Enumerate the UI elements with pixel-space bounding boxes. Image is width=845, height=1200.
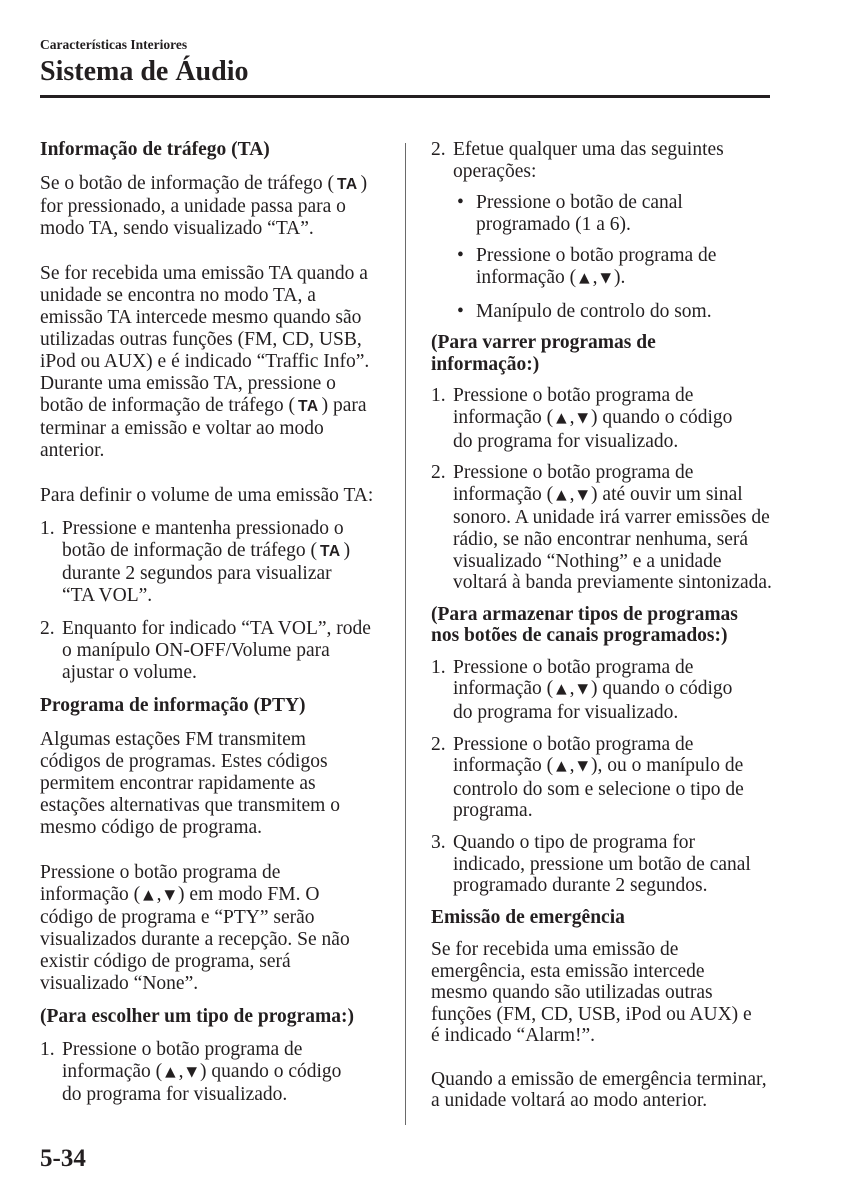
- text-line: a unidade voltará ao modo anterior.: [431, 1090, 708, 1112]
- numbered-item: [431, 734, 776, 822]
- item-number: 2.: [431, 462, 446, 484]
- text-line: voltará à banda previamente sintonizada.: [453, 572, 772, 594]
- text-line: (Para escolher um tipo de programa:): [40, 1006, 354, 1027]
- title-rule: [40, 95, 770, 98]
- text-segment: botão de informação de tráfego (: [62, 540, 318, 561]
- text-segment: ,: [156, 884, 162, 905]
- text-segment: informação (: [40, 884, 141, 905]
- bullet-item: [431, 245, 776, 290]
- text-segment: ): [343, 540, 351, 561]
- column-divider: [405, 143, 406, 1125]
- text-line: “TA VOL”.: [62, 585, 153, 606]
- text-line: estações alternativas que transmitem o: [40, 795, 340, 816]
- bullet-item: [431, 301, 776, 323]
- right-column: [431, 139, 776, 1112]
- text-line: Quando a emissão de emergência terminar,: [431, 1068, 767, 1090]
- text-segment: informação (: [476, 266, 577, 288]
- down-arrow-icon: ▼: [600, 269, 612, 286]
- section-heading: [40, 1006, 395, 1028]
- text-segment: ), ou o manípulo de: [591, 755, 744, 777]
- text-line: Efetue qualquer uma das seguintes: [453, 139, 724, 160]
- text-line: Emissão de emergência: [431, 906, 625, 928]
- text-segment: ,: [569, 483, 575, 505]
- up-arrow-icon: ▲: [556, 486, 567, 503]
- text-line: [453, 755, 776, 779]
- text-line: indicado, pressione um botão de canal: [453, 853, 751, 875]
- text-segment: ,: [178, 1061, 184, 1082]
- text-segment: informação (: [453, 678, 554, 700]
- text-line: sonoro. A unidade irá varrer emissões de: [453, 507, 770, 529]
- numbered-item: [431, 139, 776, 182]
- section-heading: [431, 907, 776, 929]
- paragraph: [40, 173, 395, 240]
- text-segment: ,: [569, 678, 575, 700]
- text-line: emissão TA intercede mesmo quando são: [40, 307, 362, 328]
- text-segment: ) para: [321, 395, 367, 416]
- text-line: operações:: [453, 160, 537, 182]
- text-line: [40, 173, 395, 196]
- down-arrow-icon: ▼: [186, 1064, 198, 1080]
- text-line: Pressione o botão programa de: [40, 862, 281, 883]
- text-segment: ) em modo FM. O: [178, 884, 320, 905]
- text-segment: ): [360, 173, 368, 194]
- up-arrow-icon: ▲: [556, 409, 567, 426]
- section-heading: [40, 139, 395, 161]
- item-number: 2.: [431, 139, 446, 160]
- text-line: Programa de informação (PTY): [40, 695, 306, 716]
- text-line: Pressione o botão programa de: [453, 656, 694, 678]
- text-segment: informação (: [453, 755, 554, 777]
- text-line: mesmo código de programa.: [40, 817, 263, 838]
- text-line: do programa for visualizado.: [453, 702, 679, 724]
- text-line: programado (1 a 6).: [476, 213, 631, 235]
- section-label: Características Interiores: [40, 37, 188, 52]
- bullet-item: [431, 192, 776, 235]
- text-segment: ) quando o código: [591, 406, 733, 428]
- down-arrow-icon: ▼: [577, 486, 589, 503]
- up-arrow-icon: ▲: [165, 1064, 176, 1080]
- bullet-marker: •: [457, 192, 464, 214]
- text-segment: ) quando o código: [591, 678, 733, 700]
- numbered-item: [431, 462, 776, 594]
- text-line: (Para armazenar tipos de programas: [431, 603, 738, 625]
- text-segment: ).: [614, 266, 626, 288]
- text-line: ajustar o volume.: [62, 662, 197, 683]
- text-segment: informação (: [62, 1061, 163, 1082]
- text-line: anterior.: [40, 440, 105, 461]
- section-heading: [40, 695, 395, 717]
- item-number: 1.: [431, 385, 446, 407]
- text-line: (Para varrer programas de: [431, 332, 656, 354]
- text-line: Algumas estações FM transmitem: [40, 729, 306, 750]
- text-line: [62, 1061, 395, 1084]
- left-column: [40, 139, 395, 1106]
- text-line: Informação de tráfego (TA): [40, 139, 270, 160]
- paragraph: [431, 939, 776, 1047]
- text-line: unidade se encontra no modo TA, a: [40, 285, 316, 306]
- text-line: código de programa e “PTY” serão: [40, 907, 315, 928]
- ta-button-icon: TA: [320, 543, 341, 560]
- paragraph: [431, 1069, 776, 1112]
- text-line: [476, 267, 776, 291]
- text-line: Quando o tipo de programa for: [453, 832, 696, 854]
- section-heading: [431, 604, 776, 647]
- text-line: Durante uma emissão TA, pressione o: [40, 373, 336, 394]
- text-line: Pressione o botão programa de: [62, 1039, 303, 1060]
- text-line: permitem encontrar rapidamente as: [40, 773, 316, 794]
- item-number: 2.: [40, 618, 55, 639]
- text-line: Pressione o botão programa de: [453, 385, 694, 407]
- ta-button-icon: TA: [298, 398, 319, 415]
- text-line: Pressione o botão de canal: [476, 192, 683, 214]
- text-line: mesmo quando são utilizadas outras: [431, 982, 713, 1004]
- text-line: for pressionado, a unidade passa para o: [40, 196, 346, 217]
- text-segment: botão de informação de tráfego (: [40, 395, 296, 416]
- item-number: 1.: [431, 656, 446, 678]
- paragraph: [40, 263, 395, 462]
- up-arrow-icon: ▲: [579, 269, 590, 286]
- bullet-marker: •: [457, 300, 464, 322]
- text-line: Pressione o botão programa de: [476, 245, 717, 267]
- page-title: Sistema de Áudio: [40, 56, 249, 87]
- text-line: funções (FM, CD, USB, iPod ou AUX) e: [431, 1003, 752, 1025]
- numbered-item: [431, 385, 776, 452]
- down-arrow-icon: ▼: [577, 681, 589, 698]
- item-number: 2.: [431, 733, 446, 755]
- item-number: 1.: [40, 518, 55, 539]
- text-line: programado durante 2 segundos.: [453, 875, 708, 897]
- text-segment: Se o botão de informação de tráfego (: [40, 173, 335, 194]
- text-line: é indicado “Alarm!”.: [431, 1025, 596, 1047]
- text-line: Enquanto for indicado “TA VOL”, rode: [62, 618, 371, 639]
- text-line: existir código de programa, será: [40, 951, 291, 972]
- text-line: [453, 407, 776, 431]
- section-heading: [431, 332, 776, 375]
- numbered-item: [431, 657, 776, 724]
- text-line: utilizadas outras funções (FM, CD, USB,: [40, 329, 362, 350]
- text-segment: informação (: [453, 406, 554, 428]
- paragraph: [40, 862, 395, 995]
- text-line: controlo do som e selecione o tipo de: [453, 778, 744, 800]
- text-line: do programa for visualizado.: [453, 430, 679, 452]
- text-line: códigos de programas. Estes códigos: [40, 751, 328, 772]
- ta-button-icon: TA: [337, 176, 358, 193]
- text-segment: ) até ouvir um sinal: [591, 483, 743, 505]
- numbered-item: [40, 1039, 395, 1106]
- text-line: Pressione e mantenha pressionado o: [62, 518, 344, 539]
- text-line: Pressione o botão programa de: [453, 733, 694, 755]
- text-line: iPod ou AUX) e é indicado “Traffic Info”.: [40, 351, 370, 372]
- numbered-item: [40, 618, 395, 684]
- text-line: terminar a emissão e voltar ao modo: [40, 418, 324, 439]
- text-segment: ,: [569, 755, 575, 777]
- text-line: Manípulo de controlo do som.: [476, 300, 712, 322]
- up-arrow-icon: ▲: [556, 758, 567, 775]
- text-line: informação:): [431, 353, 540, 375]
- text-line: Se for recebida uma emissão TA quando a: [40, 263, 368, 284]
- text-line: [40, 884, 395, 907]
- paragraph: [40, 729, 395, 839]
- down-arrow-icon: ▼: [577, 409, 589, 426]
- text-line: Se for recebida uma emissão de: [431, 938, 679, 960]
- paragraph: [40, 485, 395, 507]
- text-line: do programa for visualizado.: [62, 1084, 288, 1105]
- up-arrow-icon: ▲: [143, 887, 154, 903]
- text-segment: ,: [569, 406, 575, 428]
- text-line: Para definir o volume de uma emissão TA:: [40, 485, 374, 506]
- text-segment: ) quando o código: [200, 1061, 342, 1082]
- text-line: visualizado “Nothing” e a unidade: [453, 550, 722, 572]
- bullet-marker: •: [457, 245, 464, 267]
- numbered-item: [431, 832, 776, 897]
- item-number: 1.: [40, 1039, 55, 1060]
- text-line: [453, 678, 776, 702]
- numbered-item: [40, 518, 395, 607]
- text-line: Pressione o botão programa de: [453, 462, 694, 484]
- text-line: durante 2 segundos para visualizar: [62, 563, 332, 584]
- text-line: [62, 540, 395, 563]
- text-line: [453, 484, 776, 508]
- down-arrow-icon: ▼: [577, 758, 589, 775]
- text-line: nos botões de canais programados:): [431, 625, 728, 647]
- text-line: rádio, se não encontrar nenhuma, será: [453, 528, 749, 550]
- page-number: 5-34: [40, 1145, 86, 1172]
- text-line: [40, 395, 395, 418]
- text-line: visualizado “None”.: [40, 973, 199, 994]
- text-segment: informação (: [453, 483, 554, 505]
- item-number: 3.: [431, 832, 446, 854]
- down-arrow-icon: ▼: [164, 887, 176, 903]
- text-segment: ,: [592, 266, 598, 288]
- text-line: visualizados durante a recepção. Se não: [40, 929, 350, 950]
- up-arrow-icon: ▲: [556, 681, 567, 698]
- text-line: programa.: [453, 800, 533, 822]
- text-line: emergência, esta emissão intercede: [431, 960, 705, 982]
- text-line: o manípulo ON-OFF/Volume para: [62, 640, 330, 661]
- text-line: modo TA, sendo visualizado “TA”.: [40, 218, 314, 239]
